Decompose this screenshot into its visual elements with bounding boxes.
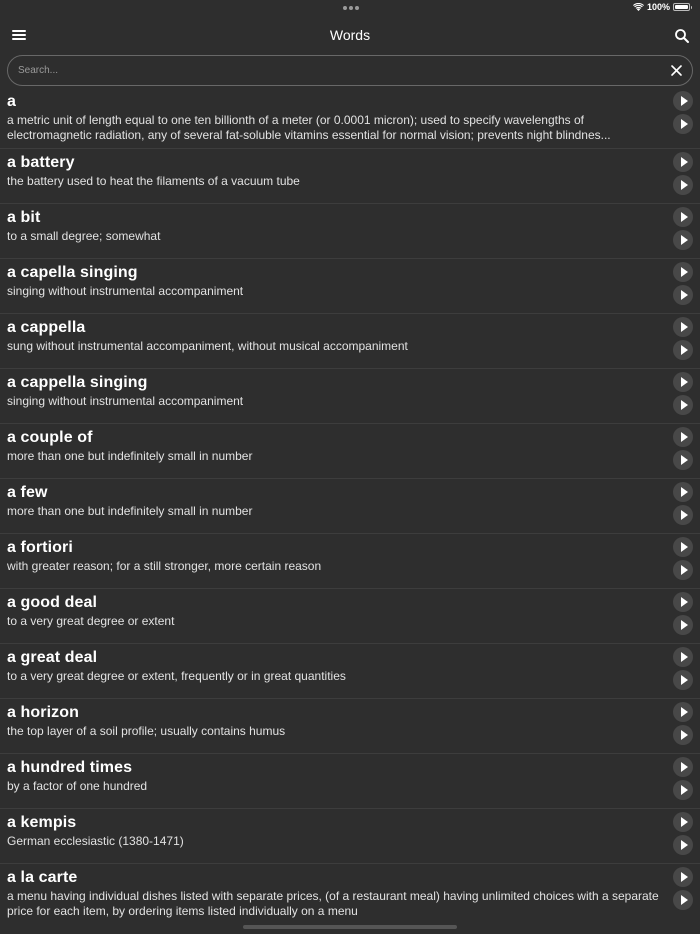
list-item[interactable] xyxy=(0,809,700,864)
wifi-icon xyxy=(633,3,644,11)
word-definition: the battery used to heat the filaments of a vacuum tube xyxy=(7,174,300,188)
play-definition-button[interactable] xyxy=(673,890,693,910)
play-term-button[interactable] xyxy=(673,262,693,282)
list-item[interactable] xyxy=(0,149,700,204)
word-definition: a metric unit of length equal to one ten billionth of a meter (or 0.0001 micron); used to specify wavelengths of electromagnetic radiation, any of several fat-soluble vitamins essential for normal vision; prevents night blindnes... xyxy=(7,113,611,142)
list-item[interactable] xyxy=(0,754,700,809)
word-definition: German ecclesiastic (1380-1471) xyxy=(7,834,184,848)
word-term: a xyxy=(7,93,16,110)
navigation-bar xyxy=(0,20,700,52)
play-definition-button[interactable] xyxy=(673,175,693,195)
play-term-button[interactable] xyxy=(673,647,693,667)
word-term: a cappella singing xyxy=(7,374,148,391)
word-term: a bit xyxy=(7,209,41,226)
play-term-button[interactable] xyxy=(673,152,693,172)
play-term-button[interactable] xyxy=(673,757,693,777)
play-term-button[interactable] xyxy=(673,592,693,612)
word-definition: to a small degree; somewhat xyxy=(7,229,161,243)
status-bar xyxy=(0,0,700,18)
play-term-button[interactable] xyxy=(673,317,693,337)
battery-full-icon xyxy=(673,3,690,11)
search-field xyxy=(7,55,693,86)
list-item[interactable] xyxy=(0,864,700,924)
play-term-button[interactable] xyxy=(673,867,693,887)
play-definition-button[interactable] xyxy=(673,725,693,745)
word-definition: more than one but indefinitely small in number xyxy=(7,504,253,518)
word-definition: the top layer of a soil profile; usually contains humus xyxy=(7,724,286,738)
list-item[interactable] xyxy=(0,369,700,424)
page-title: Words xyxy=(329,27,371,43)
play-term-button[interactable] xyxy=(673,372,693,392)
play-term-button[interactable] xyxy=(673,91,693,111)
list-item[interactable] xyxy=(0,479,700,534)
search-icon[interactable] xyxy=(674,28,690,44)
word-term: a la carte xyxy=(7,869,78,886)
play-term-button[interactable] xyxy=(673,482,693,502)
word-term: a few xyxy=(7,484,48,501)
play-definition-button[interactable] xyxy=(673,395,693,415)
play-definition-button[interactable] xyxy=(673,835,693,855)
play-definition-button[interactable] xyxy=(673,114,693,134)
play-definition-button[interactable] xyxy=(673,505,693,525)
list-item[interactable] xyxy=(0,314,700,369)
word-definition: singing without instrumental accompaniment xyxy=(7,394,244,408)
list-item[interactable] xyxy=(0,644,700,699)
word-term: a capella singing xyxy=(7,264,138,281)
word-definition: to a very great degree or extent xyxy=(7,614,175,628)
word-term: a great deal xyxy=(7,649,98,666)
home-indicator[interactable] xyxy=(243,925,457,929)
list-item[interactable] xyxy=(0,589,700,644)
play-definition-button[interactable] xyxy=(673,670,693,690)
list-item[interactable] xyxy=(0,699,700,754)
close-icon[interactable] xyxy=(670,64,683,77)
play-term-button[interactable] xyxy=(673,427,693,447)
word-term: a couple of xyxy=(7,429,93,446)
list-item[interactable] xyxy=(0,259,700,314)
word-term: a horizon xyxy=(7,704,80,721)
play-definition-button[interactable] xyxy=(673,230,693,250)
search-input[interactable] xyxy=(18,56,658,85)
word-definition: more than one but indefinitely small in number xyxy=(7,449,253,463)
word-definition: to a very great degree or extent, frequently or in great quantities xyxy=(7,669,346,683)
multitasking-dots[interactable] xyxy=(343,6,359,10)
list-item[interactable] xyxy=(0,424,700,479)
word-definition: with greater reason; for a still stronger, more certain reason xyxy=(7,559,322,573)
play-definition-button[interactable] xyxy=(673,780,693,800)
list-item[interactable] xyxy=(0,534,700,589)
battery-percent: 100% xyxy=(646,2,670,12)
play-term-button[interactable] xyxy=(673,702,693,722)
word-definition: a menu having individual dishes listed with separate prices, (of a restaurant meal) having unlimited choices with a separate price for each item, by ordering items listed individually on a menu xyxy=(7,889,659,918)
play-definition-button[interactable] xyxy=(673,615,693,635)
word-term: a fortiori xyxy=(7,539,73,556)
word-definition: by a factor of one hundred xyxy=(7,779,148,793)
list-item[interactable] xyxy=(0,88,700,149)
word-term: a kempis xyxy=(7,814,77,831)
play-definition-button[interactable] xyxy=(673,560,693,580)
play-definition-button[interactable] xyxy=(673,285,693,305)
list-item[interactable] xyxy=(0,204,700,259)
word-definition: singing without instrumental accompaniment xyxy=(7,284,244,298)
play-term-button[interactable] xyxy=(673,537,693,557)
word-term: a good deal xyxy=(7,594,97,611)
word-term: a cappella xyxy=(7,319,86,336)
word-term: a hundred times xyxy=(7,759,133,776)
play-definition-button[interactable] xyxy=(673,340,693,360)
play-term-button[interactable] xyxy=(673,207,693,227)
play-definition-button[interactable] xyxy=(673,450,693,470)
play-term-button[interactable] xyxy=(673,812,693,832)
word-term: a battery xyxy=(7,154,75,171)
word-definition: sung without instrumental accompaniment, without musical accompaniment xyxy=(7,339,408,353)
status-right xyxy=(633,2,690,12)
word-list xyxy=(0,88,700,924)
